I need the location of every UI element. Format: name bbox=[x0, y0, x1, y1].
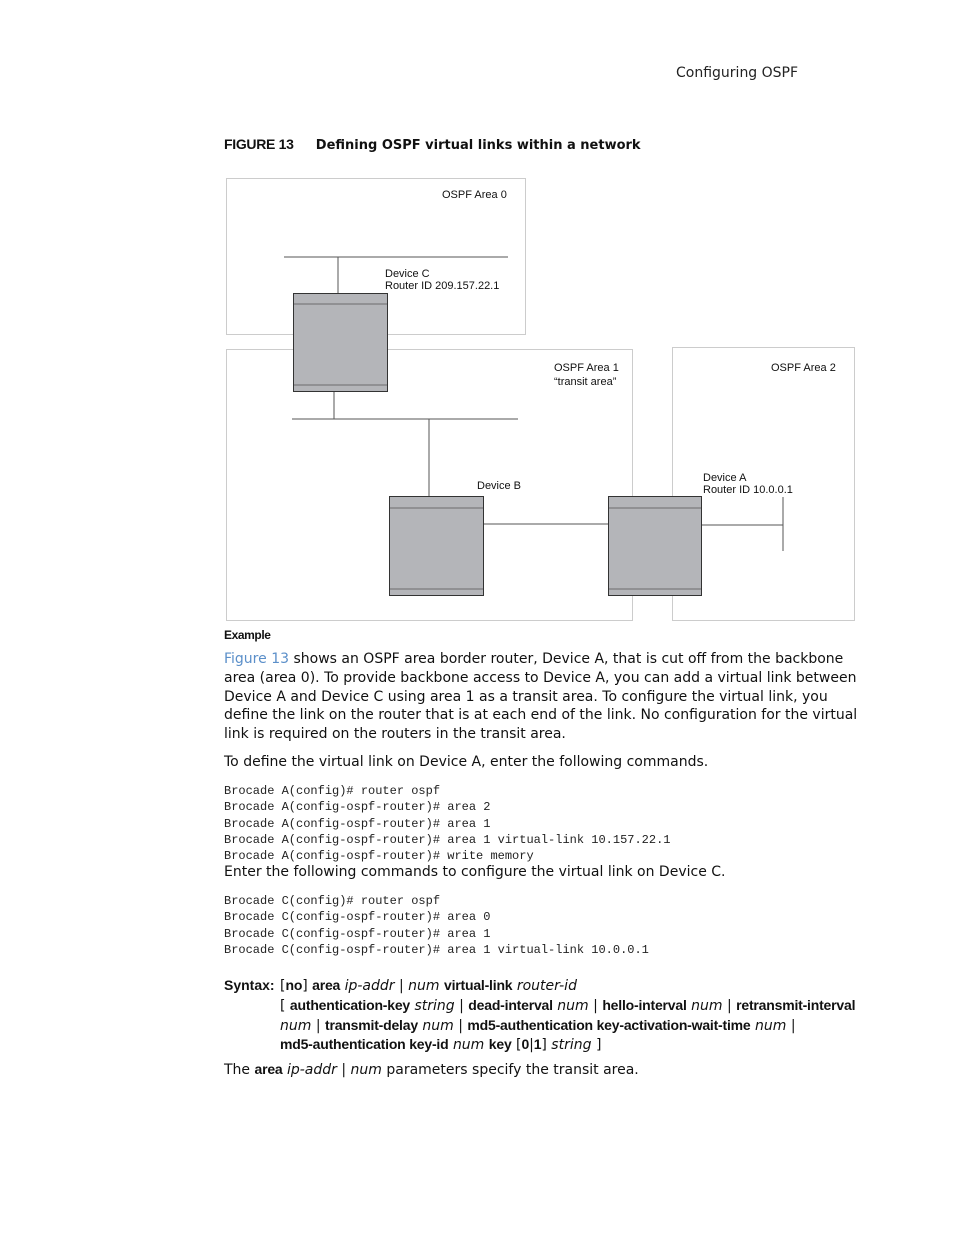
figure-title: Defining OSPF virtual links within a network bbox=[315, 138, 641, 153]
ospf-virtual-link-diagram bbox=[222, 175, 858, 627]
device-a-router bbox=[609, 497, 702, 596]
figure-label: FIGURE 13 bbox=[224, 136, 294, 152]
syntax-line-1: [no] area ip-addr | num virtual-link router-id bbox=[280, 977, 577, 994]
device-a-instructions: To define the virtual link on Device A, enter the following commands. bbox=[224, 754, 709, 770]
device-a-name: Device A bbox=[703, 472, 747, 484]
device-c-router bbox=[294, 294, 388, 392]
syntax-label: Syntax: bbox=[224, 977, 275, 993]
running-header: Configuring OSPF bbox=[676, 65, 799, 81]
device-b-name: Device B bbox=[477, 480, 522, 492]
area-0-label: OSPF Area 0 bbox=[442, 189, 507, 201]
figure-13-link[interactable]: Figure 13 bbox=[224, 651, 290, 667]
figure-caption bbox=[224, 136, 641, 153]
closing-paragraph: The area ip-addr | num parameters specify the transit area. bbox=[224, 1061, 639, 1078]
syntax-body bbox=[280, 976, 872, 1055]
device-c-name: Device C bbox=[385, 268, 430, 280]
area-2-label: OSPF Area 2 bbox=[771, 362, 836, 374]
example-heading: Example bbox=[224, 628, 271, 642]
intro-text: shows an OSPF area border router, Device A, that is cut off from the backbone area (area 0). To provide backbone access to Device A, you can add a virtual link between Device A and Device C using area 1 as a transit area. To configure the virtual link, you define the link on the router that is at each end of the link. No configuration for the virtual link is required on the routers in the transit area. bbox=[224, 651, 858, 743]
area-1-label: OSPF Area 1 bbox=[554, 362, 619, 374]
device-a-router-id: Router ID 10.0.0.1 bbox=[703, 484, 793, 496]
device-c-instructions: Enter the following commands to configure the virtual link on Device C. bbox=[224, 864, 726, 880]
device-a-code-block: Brocade A(config)# router ospf Brocade A(config-ospf-router)# area 2 Brocade A(config-ospf-router)# area 1 Brocade A(config-ospf-router)# area 1 virtual-link 10.157.22.1 Brocade A(config-ospf-router)# write memory bbox=[224, 784, 671, 864]
device-c-code-block: Brocade C(config)# router ospf Brocade C(config-ospf-router)# area 0 Brocade C(config-ospf-router)# area 1 Brocade C(config-ospf-router)# area 1 virtual-link 10.0.0.1 bbox=[224, 894, 649, 957]
syntax-line-4: md5-authentication key-id num key [0|1] string ] bbox=[280, 1036, 602, 1054]
device-c-router-id: Router ID 209.157.22.1 bbox=[385, 280, 500, 292]
device-b-router bbox=[390, 497, 484, 596]
example-intro-paragraph bbox=[224, 650, 872, 744]
syntax-line-2: [ authentication-key string | dead-interval num | hello-interval num | retransmit-interval bbox=[280, 996, 856, 1014]
syntax-line-3: num | transmit-delay num | md5-authentication key-activation-wait-time num | bbox=[280, 1016, 796, 1034]
area-1-transit-label: “transit area” bbox=[554, 376, 617, 388]
